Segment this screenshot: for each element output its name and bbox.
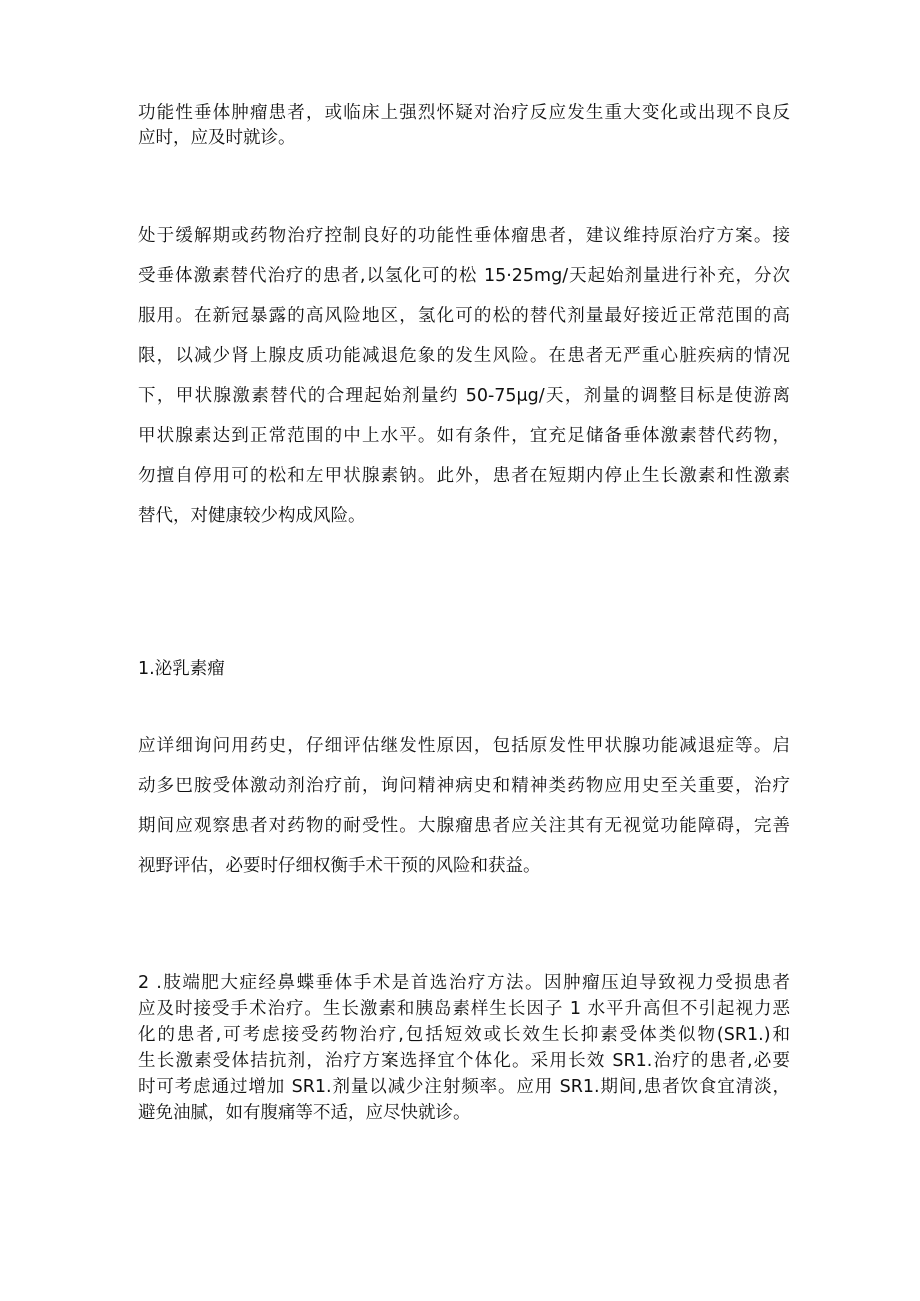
text-line: 应详细询问用药史，仔细评估继发性原因，包括原发性甲状腺功能减退症等。启 (138, 736, 790, 756)
intro-paragraph (138, 101, 790, 151)
maintenance-paragraph (138, 216, 790, 536)
text-line: 避免油腻，如有腹痛等不适，应尽快就诊。 (138, 1103, 471, 1123)
text-line: 限，以减少肾上腺皮质功能减退危象的发生风险。在患者无严重心脏疾病的情况 (138, 346, 790, 366)
text-line: 期间应观察患者对药物的耐受性。大腺瘤患者应关注其有无视觉功能障碍，完善 (138, 816, 790, 836)
text-line: 功能性垂体肿瘤患者，或临床上强烈怀疑对治疗反应发生重大变化或出现不良反 (138, 103, 790, 123)
text-line: 勿擅自停用可的松和左甲状腺素钠。此外，患者在短期内停止生长激素和性激素 (138, 466, 790, 486)
text-line: 替代，对健康较少构成风险。 (138, 506, 366, 526)
section-heading-prolactinoma: 1.泌乳素瘤 (138, 659, 225, 679)
text-line: 应及时接受手术治疗。生长激素和胰岛素样生长因子 1 水平升高但不引起视力恶 (138, 999, 790, 1019)
text-line: 视野评估，必要时仔细权衡手术干预的风险和获益。 (138, 856, 541, 876)
text-line: 甲状腺素达到正常范围的中上水平。如有条件，宜充足储备垂体激素替代药物， (138, 426, 790, 446)
text-line: 应时，应及时就诊。 (138, 128, 296, 148)
acromegaly-paragraph (138, 970, 790, 1126)
text-line: 生长激素受体拮抗剂，治疗方案选择宜个体化。采用长效 SR1.治疗的患者,必要 (138, 1051, 790, 1071)
text-line: 动多巴胺受体激动剂治疗前，询问精神病史和精神类药物应用史至关重要，治疗 (138, 776, 790, 796)
text-line: 下，甲状腺激素替代的合理起始剂量约 50-75μg/天，剂量的调整目标是使游离 (138, 386, 790, 406)
text-line: 2 .肢端肥大症经鼻蝶垂体手术是首选治疗方法。因肿瘤压迫导致视力受损患者 (138, 973, 790, 993)
prolactinoma-paragraph (138, 726, 790, 886)
text-line: 时可考虑通过增加 SR1.剂量以减少注射频率。应用 SR1.期间,患者饮食宜清淡， (138, 1077, 790, 1097)
text-line: 化的患者,可考虑接受药物治疗,包括短效或长效生长抑素受体类似物(SR1.)和 (138, 1025, 790, 1045)
text-line: 处于缓解期或药物治疗控制良好的功能性垂体瘤患者，建议维持原治疗方案。接 (138, 226, 790, 246)
text-line: 受垂体激素替代治疗的患者,以氢化可的松 15·25mg/天起始剂量进行补充，分次 (138, 266, 790, 286)
text-line: 服用。在新冠暴露的高风险地区，氢化可的松的替代剂量最好接近正常范围的高 (138, 306, 790, 326)
